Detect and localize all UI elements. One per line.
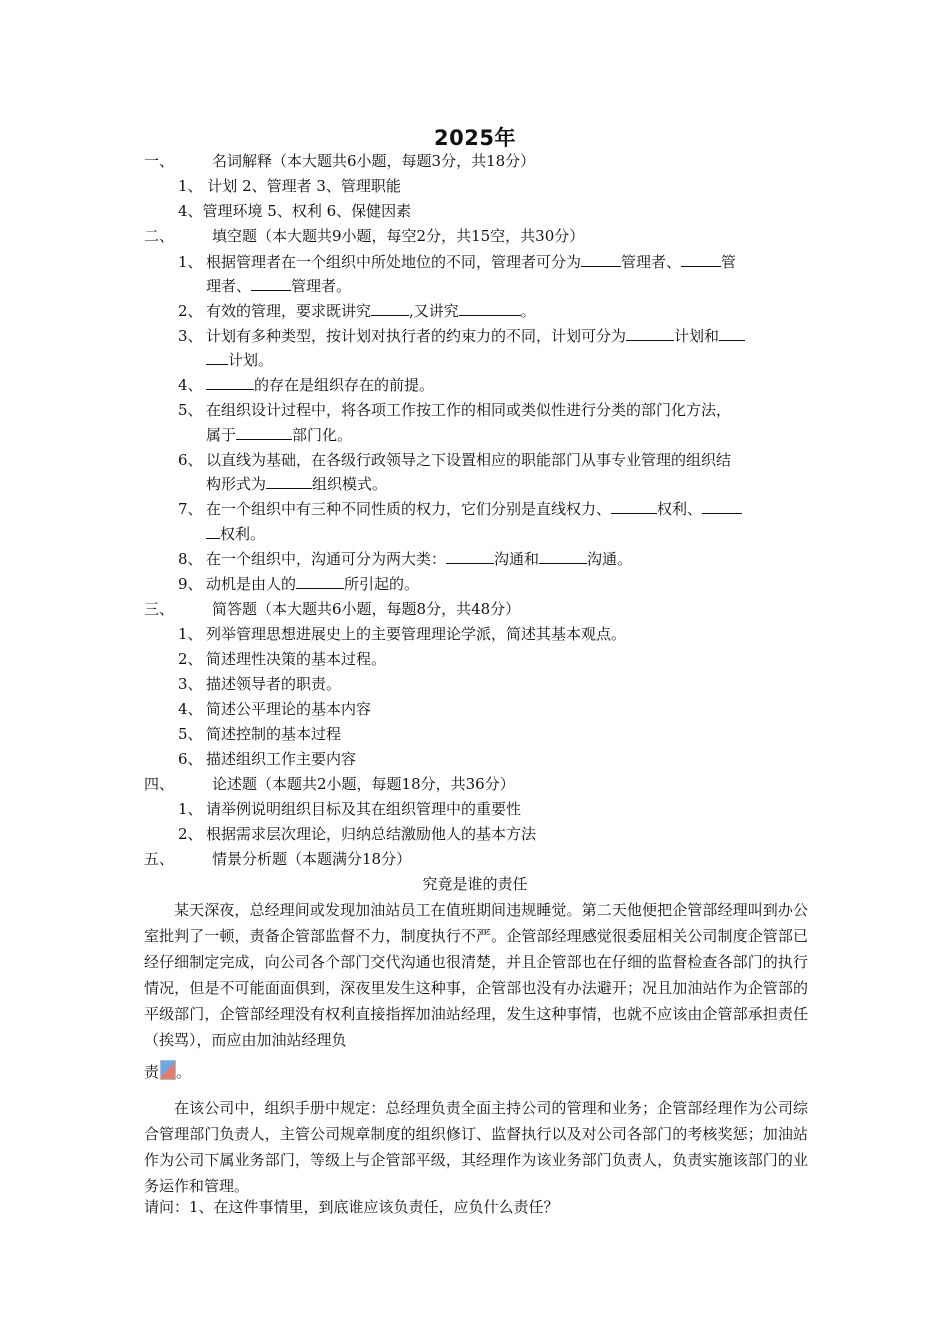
fill-question-6 [178, 450, 731, 470]
answer-blank [206, 375, 254, 390]
broken-image-icon [160, 1060, 176, 1080]
question-number: 4、 [178, 376, 203, 394]
section-1-title: 名词解释（本大题共6小题，每题3分，共18分） [212, 152, 536, 170]
answer-blank [236, 425, 292, 440]
question-number: 1、 [178, 625, 203, 643]
fill-question-4 [178, 375, 434, 395]
fill-question-6-continued [206, 474, 387, 494]
answer-blank [446, 549, 494, 564]
section-3-number: 三、 [144, 600, 175, 618]
short-answer-3 [178, 674, 341, 694]
question-text: 列举管理思想进展史上的主要管理理论学派，简述其基本观点。 [206, 625, 627, 643]
question-text: 在一个组织中，沟通可分为两大类： [206, 550, 447, 568]
answer-blank [206, 524, 220, 539]
question-text: 理者、 [206, 277, 252, 295]
fill-question-3-continued [206, 350, 273, 370]
section-5-number: 五、 [144, 850, 175, 868]
question-number: 4、 [178, 700, 203, 718]
section-5-title: 情景分析题（本题满分18分） [212, 850, 412, 868]
essay-question-1 [178, 799, 521, 819]
question-number: 2、 [178, 302, 203, 320]
question-text: 沟通和 [494, 550, 540, 568]
answer-blank [371, 301, 409, 316]
case-title: 究竟是谁的责任 [422, 875, 528, 893]
question-text: 简述理性决策的基本过程。 [206, 650, 387, 668]
case-paragraph-2 [144, 1095, 808, 1199]
question-number: 6、 [178, 750, 203, 768]
question-number: 3、 [178, 327, 203, 345]
question-text: 在组织设计过程中，将各项工作按工作的相同或类似性进行分类的部门化方法， [206, 401, 732, 419]
essay-question-2 [178, 824, 536, 844]
question-text: 。 [520, 302, 536, 320]
answer-blank [581, 252, 621, 267]
fill-question-7-continued [206, 524, 265, 544]
question-text: 描述组织工作主要内容 [206, 750, 357, 768]
short-answer-6 [178, 749, 356, 769]
section-4-number: 四、 [144, 775, 175, 793]
question-text: 部门化。 [292, 426, 353, 444]
question-text: 的存在是组织存在的前提。 [254, 376, 435, 394]
paragraph-end-text: 责 [144, 1063, 160, 1081]
answer-blank [296, 574, 344, 589]
question-text: 请举例说明组织目标及其在组织管理中的重要性 [206, 800, 522, 818]
fill-question-9 [178, 574, 419, 594]
fill-question-1-continued [206, 276, 351, 296]
page-title: 2025年 [434, 126, 516, 150]
question-text: 属于 [206, 426, 237, 444]
question-text: 管 [721, 253, 737, 271]
answer-blank [626, 326, 674, 341]
short-answer-1 [178, 624, 626, 644]
section-2-number: 二、 [144, 227, 175, 245]
fill-question-8 [178, 549, 632, 569]
answer-blank [611, 499, 657, 514]
fill-question-5-continued [206, 425, 352, 445]
question-number: 7、 [178, 500, 203, 518]
fill-question-5 [178, 400, 731, 420]
answer-blank [251, 276, 291, 291]
paragraph-end-punct: 。 [176, 1063, 192, 1081]
case-paragraph-2-text: 在该公司中，组织手册中规定：总经理负责全面主持公司的管理和业务；企管部经理作为公司综合管理部门负责人，主管公司规章制度的组织修订、监督执行以及对公司各部门的考核奖惩；加油站作为公司下属业务部门，等级上与企管部平级，其经理作为该业务部门负责人，负责实施该部门的业务运作和管理。 [144, 1099, 808, 1195]
question-text: 计划有多种类型，按计划对执行者的约束力的不同，计划可分为 [206, 327, 627, 345]
question-text: 计划。 [228, 351, 274, 369]
section-4-title: 论述题（本题共2小题，每题18分，共36分） [212, 775, 515, 793]
short-answer-2 [178, 649, 386, 669]
fill-question-1 [178, 252, 736, 272]
question-number: 9、 [178, 575, 203, 593]
question-text: 简述控制的基本过程 [206, 725, 342, 743]
short-answer-4 [178, 699, 371, 719]
question-text: 所引起的。 [344, 575, 420, 593]
question-text: 根据需求层次理论，归纳总结激励他人的基本方法 [206, 825, 537, 843]
question-text: 权利、 [657, 500, 703, 518]
question-text: 根据管理者在一个组织中所处地位的不同，管理者可分为 [206, 253, 582, 271]
case-paragraph-1-text: 某天深夜，总经理间或发现加油站员工在值班期间违规睡觉。第二天他便把企管部经理叫到办公室批判了一顿，责备企管部监督不力，制度执行不严。企管部经理感觉很委屈相关公司制度企管部已经仔细制定完成，向公司各个部门交代沟通也很清楚，并且企管部也在仔细的监督检查各部门的执行情况，但是不可能面面俱到，深夜里发生这种事，企管部也没有办法避开；况且加油站作为企管部的平级部门，企管部经理没有权利直接指挥加油站经理，发生这种事情，也就不应该由企管部承担责任（挨骂），而应由加油站经理负 [144, 901, 808, 1049]
question-text: 在一个组织中有三种不同性质的权力，它们分别是直线权力、 [206, 500, 612, 518]
question-number: 1、 [178, 800, 203, 818]
answer-blank [539, 549, 587, 564]
question-text: 沟通。 [587, 550, 633, 568]
answer-blank [459, 301, 521, 316]
question-text: 简述公平理论的基本内容 [206, 700, 372, 718]
section-2-title: 填空题（本大题共9小题，每空2分，共15空，共30分） [212, 227, 585, 245]
answer-blank [702, 499, 742, 514]
fill-question-3 [178, 326, 745, 346]
question-number: 6、 [178, 451, 203, 469]
fill-question-2 [178, 301, 536, 321]
question-number: 5、 [178, 401, 203, 419]
fill-question-7 [178, 499, 742, 519]
question-text: 组织模式。 [312, 475, 388, 493]
question-number: 2、 [178, 825, 203, 843]
question-text: 有效的管理，要求既讲究 [206, 302, 372, 320]
question-text: 构形式为 [206, 475, 267, 493]
section-1-terms-line-2: 4、管理环境 5、权利 6、保健因素 [178, 202, 412, 220]
question-number: 3、 [178, 675, 203, 693]
question-text: 管理者。 [291, 277, 352, 295]
question-text: 计划和 [674, 327, 720, 345]
question-number: 8、 [178, 550, 203, 568]
question-text: 描述领导者的职责。 [206, 675, 342, 693]
section-1-terms-line-1: 1、 计划 2、管理者 3、管理职能 [178, 177, 401, 195]
short-answer-5 [178, 724, 341, 744]
question-text: 动机是由人的 [206, 575, 297, 593]
question-text: 权利。 [220, 525, 266, 543]
answer-blank [266, 474, 312, 489]
section-1-number: 一、 [144, 152, 175, 170]
question-text: ,又讲究 [409, 302, 459, 320]
question-number: 1、 [178, 253, 203, 271]
case-paragraph-1-end [144, 1060, 191, 1082]
question-number: 5、 [178, 725, 203, 743]
section-3-title: 简答题（本大题共6小题，每题8分，共48分） [212, 600, 521, 618]
question-text: 以直线为基础，在各级行政领导之下设置相应的职能部门从事专业管理的组织结 [206, 451, 732, 469]
case-question: 请问：1、在这件事情里，到底谁应该负责任，应负什么责任？ [144, 1198, 559, 1216]
answer-blank [206, 350, 228, 365]
case-paragraph-1 [144, 897, 808, 1053]
answer-blank [719, 326, 745, 341]
question-text: 管理者、 [621, 253, 682, 271]
answer-blank [681, 252, 721, 267]
question-number: 2、 [178, 650, 203, 668]
